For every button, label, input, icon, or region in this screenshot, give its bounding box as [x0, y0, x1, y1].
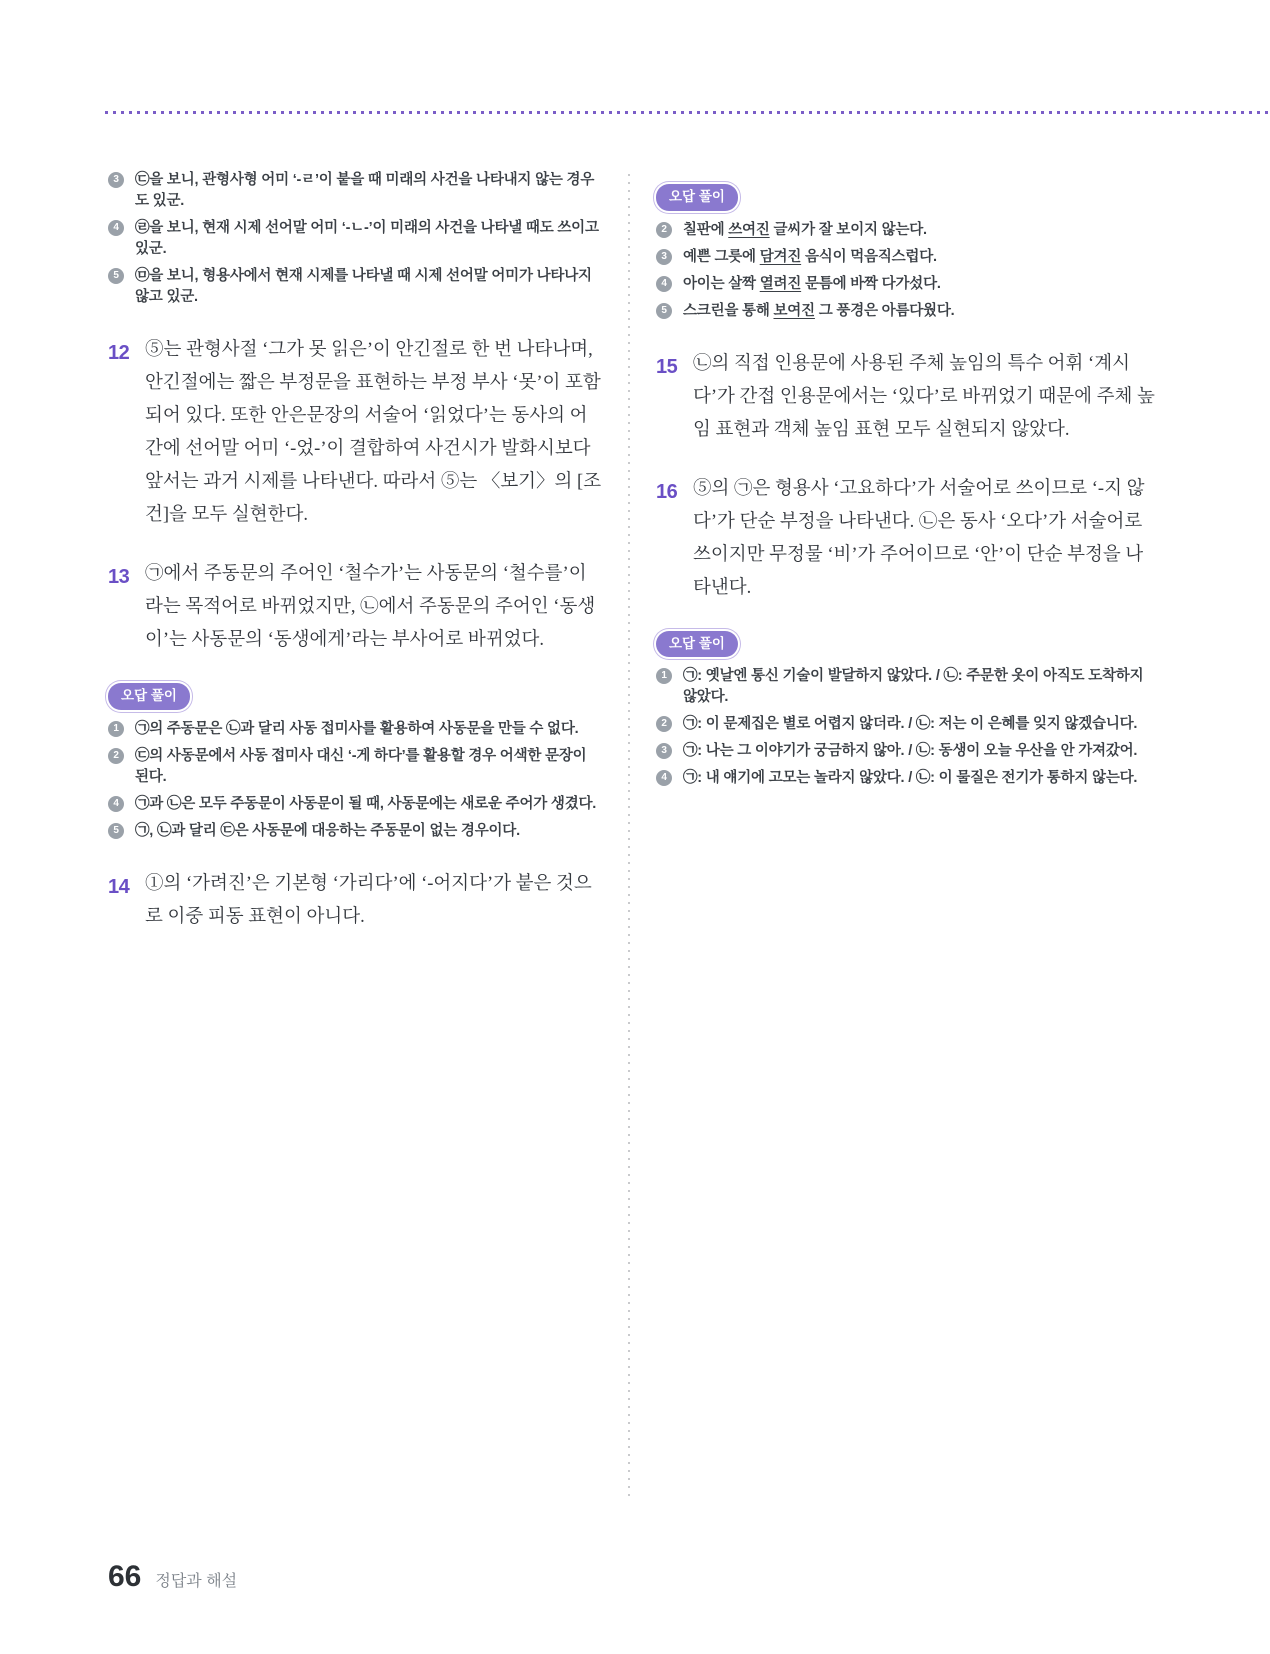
- wrong-answer-item: [656, 714, 1158, 735]
- text-segment: 문틈에 바짝 다가섰다.: [801, 275, 941, 292]
- statement-text: [135, 796, 596, 812]
- wrong-answer-badge: 오답 풀이: [656, 184, 738, 211]
- text-segment: ㉠: 옛날엔 통신 기술이 발달하지 않았다. / ㉡: 주문한 옷이 아직도 도착하지 않았다.: [683, 668, 1144, 705]
- left-column: [108, 170, 602, 960]
- wrong-answer-badge: 오답 풀이: [108, 683, 190, 710]
- statement-text: [135, 220, 599, 257]
- wrong-answer-item: [656, 666, 1158, 708]
- wrong-answer-badge: 오답 풀이: [656, 631, 738, 658]
- text-segment: ㉤을 보니, 형용사에서 현재 시제를 나타낼 때 시제 선어말 어미가 나타나지 않고 있군.: [135, 268, 592, 305]
- circled-number-icon: 4: [656, 276, 672, 292]
- question-number: 13: [108, 566, 130, 588]
- wrong-answer-heading: [656, 184, 1158, 211]
- statement-text: [683, 668, 1143, 705]
- text-segment: ⑤의 ㉠은 형용사 ‘고요하다’가 서술어로 쓰이므로 ‘-지 않다’가 단순 부정을 나타낸다. ㉡은 동사 ‘오다’가 서술어로 쓰이지만 무정물 ‘비’가 주어이므로 ‘안’이 단순 부정을 나타낸다.: [693, 478, 1145, 598]
- statement-text: [683, 249, 937, 265]
- wrong-option-statement: [656, 220, 1158, 241]
- circled-number-icon: 2: [108, 748, 124, 764]
- wrong-option-statement: [656, 768, 1158, 789]
- wrong-answer-item: [656, 768, 1158, 789]
- text-segment: 담겨진: [759, 248, 802, 265]
- footer-label: 정답과 해설: [155, 1573, 238, 1590]
- wrong-answer-item: [108, 719, 602, 740]
- text-segment: ㉠, ㉡과 달리 ㉢은 사동문에 대응하는 주동문이 없는 경우이다.: [135, 822, 520, 839]
- circled-number-icon: 3: [656, 249, 672, 265]
- statement-text: [135, 172, 594, 209]
- text-segment: ①의 ‘가려진’은 기본형 ‘가리다’에 ‘-어지다’가 붙은 것으로 이중 피동 표현이 아니다.: [145, 873, 592, 927]
- wrong-option-statement: [656, 247, 1158, 268]
- circled-number-icon: 3: [656, 743, 672, 759]
- wrong-option-statement: [108, 266, 602, 308]
- text-segment: ㉠: 내 얘기에 고모는 놀라지 않았다. / ㉡: 이 물질은 전기가 통하지 않는다.: [683, 770, 1138, 786]
- statement-text: [683, 276, 941, 292]
- question-answer-block: [108, 334, 602, 532]
- wrong-option-statement: [656, 301, 1158, 322]
- text-segment: 예쁜 그릇에: [683, 248, 760, 265]
- question-answer-text: [693, 354, 1155, 440]
- circled-number-icon: 2: [656, 222, 672, 238]
- circled-number-icon: 2: [656, 716, 672, 732]
- wrong-option-statement: [108, 719, 602, 740]
- column-divider: [628, 174, 630, 1500]
- wrong-answer-item: [656, 741, 1158, 762]
- circled-number-icon: 4: [656, 770, 672, 786]
- text-segment: 아이는 살짝: [683, 275, 760, 292]
- wrong-answer-item: [108, 218, 602, 260]
- circled-number-icon: 4: [108, 796, 124, 812]
- text-segment: ㉠에서 주동문의 주어인 ‘철수가’는 사동문의 ‘철수를’이라는 목적어로 바뀌었지만, ㉡에서 주동문의 주어인 ‘동생이’는 사동문의 ‘동생에게’라는 부사어로 바뀌었다.: [145, 564, 596, 650]
- statement-text: [135, 823, 520, 839]
- wrong-option-statement: [108, 794, 602, 815]
- wrong-answer-item: [108, 746, 602, 788]
- wrong-answer-item: [656, 301, 1158, 322]
- text-segment: 음식이 먹음직스럽다.: [801, 248, 937, 265]
- circled-number-icon: 3: [108, 172, 124, 188]
- circled-number-icon: 5: [656, 303, 672, 319]
- top-dotted-rule: [105, 111, 1270, 114]
- wrong-answer-item: [108, 266, 602, 308]
- text-segment: 열려진: [759, 275, 802, 292]
- wrong-answer-heading: [656, 631, 1158, 658]
- statement-text: [683, 303, 955, 319]
- question-answer-block: [108, 558, 602, 657]
- wrong-option-statement: [656, 714, 1158, 735]
- question-number: 12: [108, 342, 130, 364]
- wrong-option-statement: [108, 821, 602, 842]
- wrong-option-statement: [656, 666, 1158, 708]
- text-segment: ㉡의 직접 인용문에 사용된 주체 높임의 특수 어휘 ‘계시다’가 간접 인용문에서는 ‘있다’로 바뀌었기 때문에 주체 높임 표현과 객체 높임 표현 모두 실현되지 않았다.: [693, 353, 1155, 440]
- question-answer-text: [693, 479, 1144, 598]
- wrong-option-statement: [108, 746, 602, 788]
- text-segment: 칠판에: [683, 221, 729, 238]
- wrong-answer-heading: [108, 683, 602, 710]
- page-footer: [108, 1560, 237, 1594]
- statement-text: [135, 268, 592, 305]
- wrong-answer-item: [656, 274, 1158, 295]
- text-segment: 스크린을 통해: [683, 302, 774, 319]
- text-segment: ㉠의 주동문은 ㉡과 달리 사동 접미사를 활용하여 사동문을 만들 수 없다.: [135, 720, 579, 737]
- text-segment: ㉢의 사동문에서 사동 접미사 대신 ‘-게 하다’를 활용할 경우 어색한 문장이 된다.: [135, 747, 587, 785]
- right-column: [656, 170, 1158, 795]
- question-number: 15: [656, 355, 678, 378]
- statement-text: [683, 770, 1137, 786]
- page-number: 66: [108, 1560, 142, 1593]
- statement-text: [683, 716, 1137, 732]
- text-segment: 글씨가 잘 보이지 않는다.: [769, 221, 927, 238]
- text-segment: 보여진: [773, 302, 815, 319]
- wrong-option-statement: [656, 274, 1158, 295]
- question-answer-text: [145, 564, 595, 650]
- wrong-answer-item: [108, 821, 602, 842]
- wrong-answer-item: [656, 247, 1158, 268]
- text-segment: ㉣을 보니, 현재 시제 선어말 어미 ‘-ㄴ-’이 미래의 사건을 나타낼 때도 쓰이고 있군.: [135, 220, 599, 257]
- circled-number-icon: 4: [108, 220, 124, 236]
- question-answer-block: [656, 473, 1158, 605]
- question-answer-block: [108, 868, 602, 934]
- question-answer-text: [145, 874, 592, 927]
- wrong-option-statement: [108, 170, 602, 212]
- circled-number-icon: 1: [108, 721, 124, 737]
- wrong-option-statement: [108, 218, 602, 260]
- text-segment: ㉠: 나는 그 이야기가 궁금하지 않아. / ㉡: 동생이 오늘 우산을 안 가져갔어.: [683, 743, 1138, 759]
- circled-number-icon: 5: [108, 823, 124, 839]
- statement-text: [135, 721, 579, 737]
- text-segment: 그 풍경은 아름다웠다.: [814, 302, 955, 319]
- wrong-answer-item: [656, 220, 1158, 241]
- text-segment: ㉠: 이 문제집은 별로 어렵지 않더라. / ㉡: 저는 이 은혜를 잊지 않겠습니다.: [683, 716, 1138, 732]
- wrong-answer-item: [108, 794, 602, 815]
- wrong-answer-item: [108, 170, 602, 212]
- circled-number-icon: 1: [656, 668, 672, 684]
- question-answer-text: [145, 340, 601, 525]
- text-segment: ㉢을 보니, 관형사형 어미 ‘-ㄹ’이 붙을 때 미래의 사건을 나타내지 않는 경우도 있군.: [135, 172, 595, 209]
- text-segment: ⑤는 관형사절 ‘그가 못 읽은’이 안긴절로 한 번 나타나며, 안긴절에는 짧은 부정문을 표현하는 부정 부사 ‘못’이 포함되어 있다. 또한 안은문장의 서술어 ‘읽었다’는 동사의 어간에 선어말 어미 ‘-었-’이 결합하여 사건시가 발화시보다 앞서는 과거 시제를 나타낸다. 따라서 ⑤는 〈보기〉의 [조건]을 모두 실현한다.: [145, 340, 602, 525]
- statement-text: [683, 222, 927, 238]
- text-segment: ㉠과 ㉡은 모두 주동문이 사동문이 될 때, 사동문에는 새로운 주어가 생겼다.: [135, 795, 597, 812]
- question-answer-block: [656, 348, 1158, 447]
- text-segment: 쓰여진: [728, 221, 770, 238]
- question-number: 16: [656, 480, 678, 503]
- wrong-option-statement: [656, 741, 1158, 762]
- statement-text: [135, 748, 586, 785]
- statement-text: [683, 743, 1137, 759]
- circled-number-icon: 5: [108, 268, 124, 284]
- question-number: 14: [108, 875, 130, 898]
